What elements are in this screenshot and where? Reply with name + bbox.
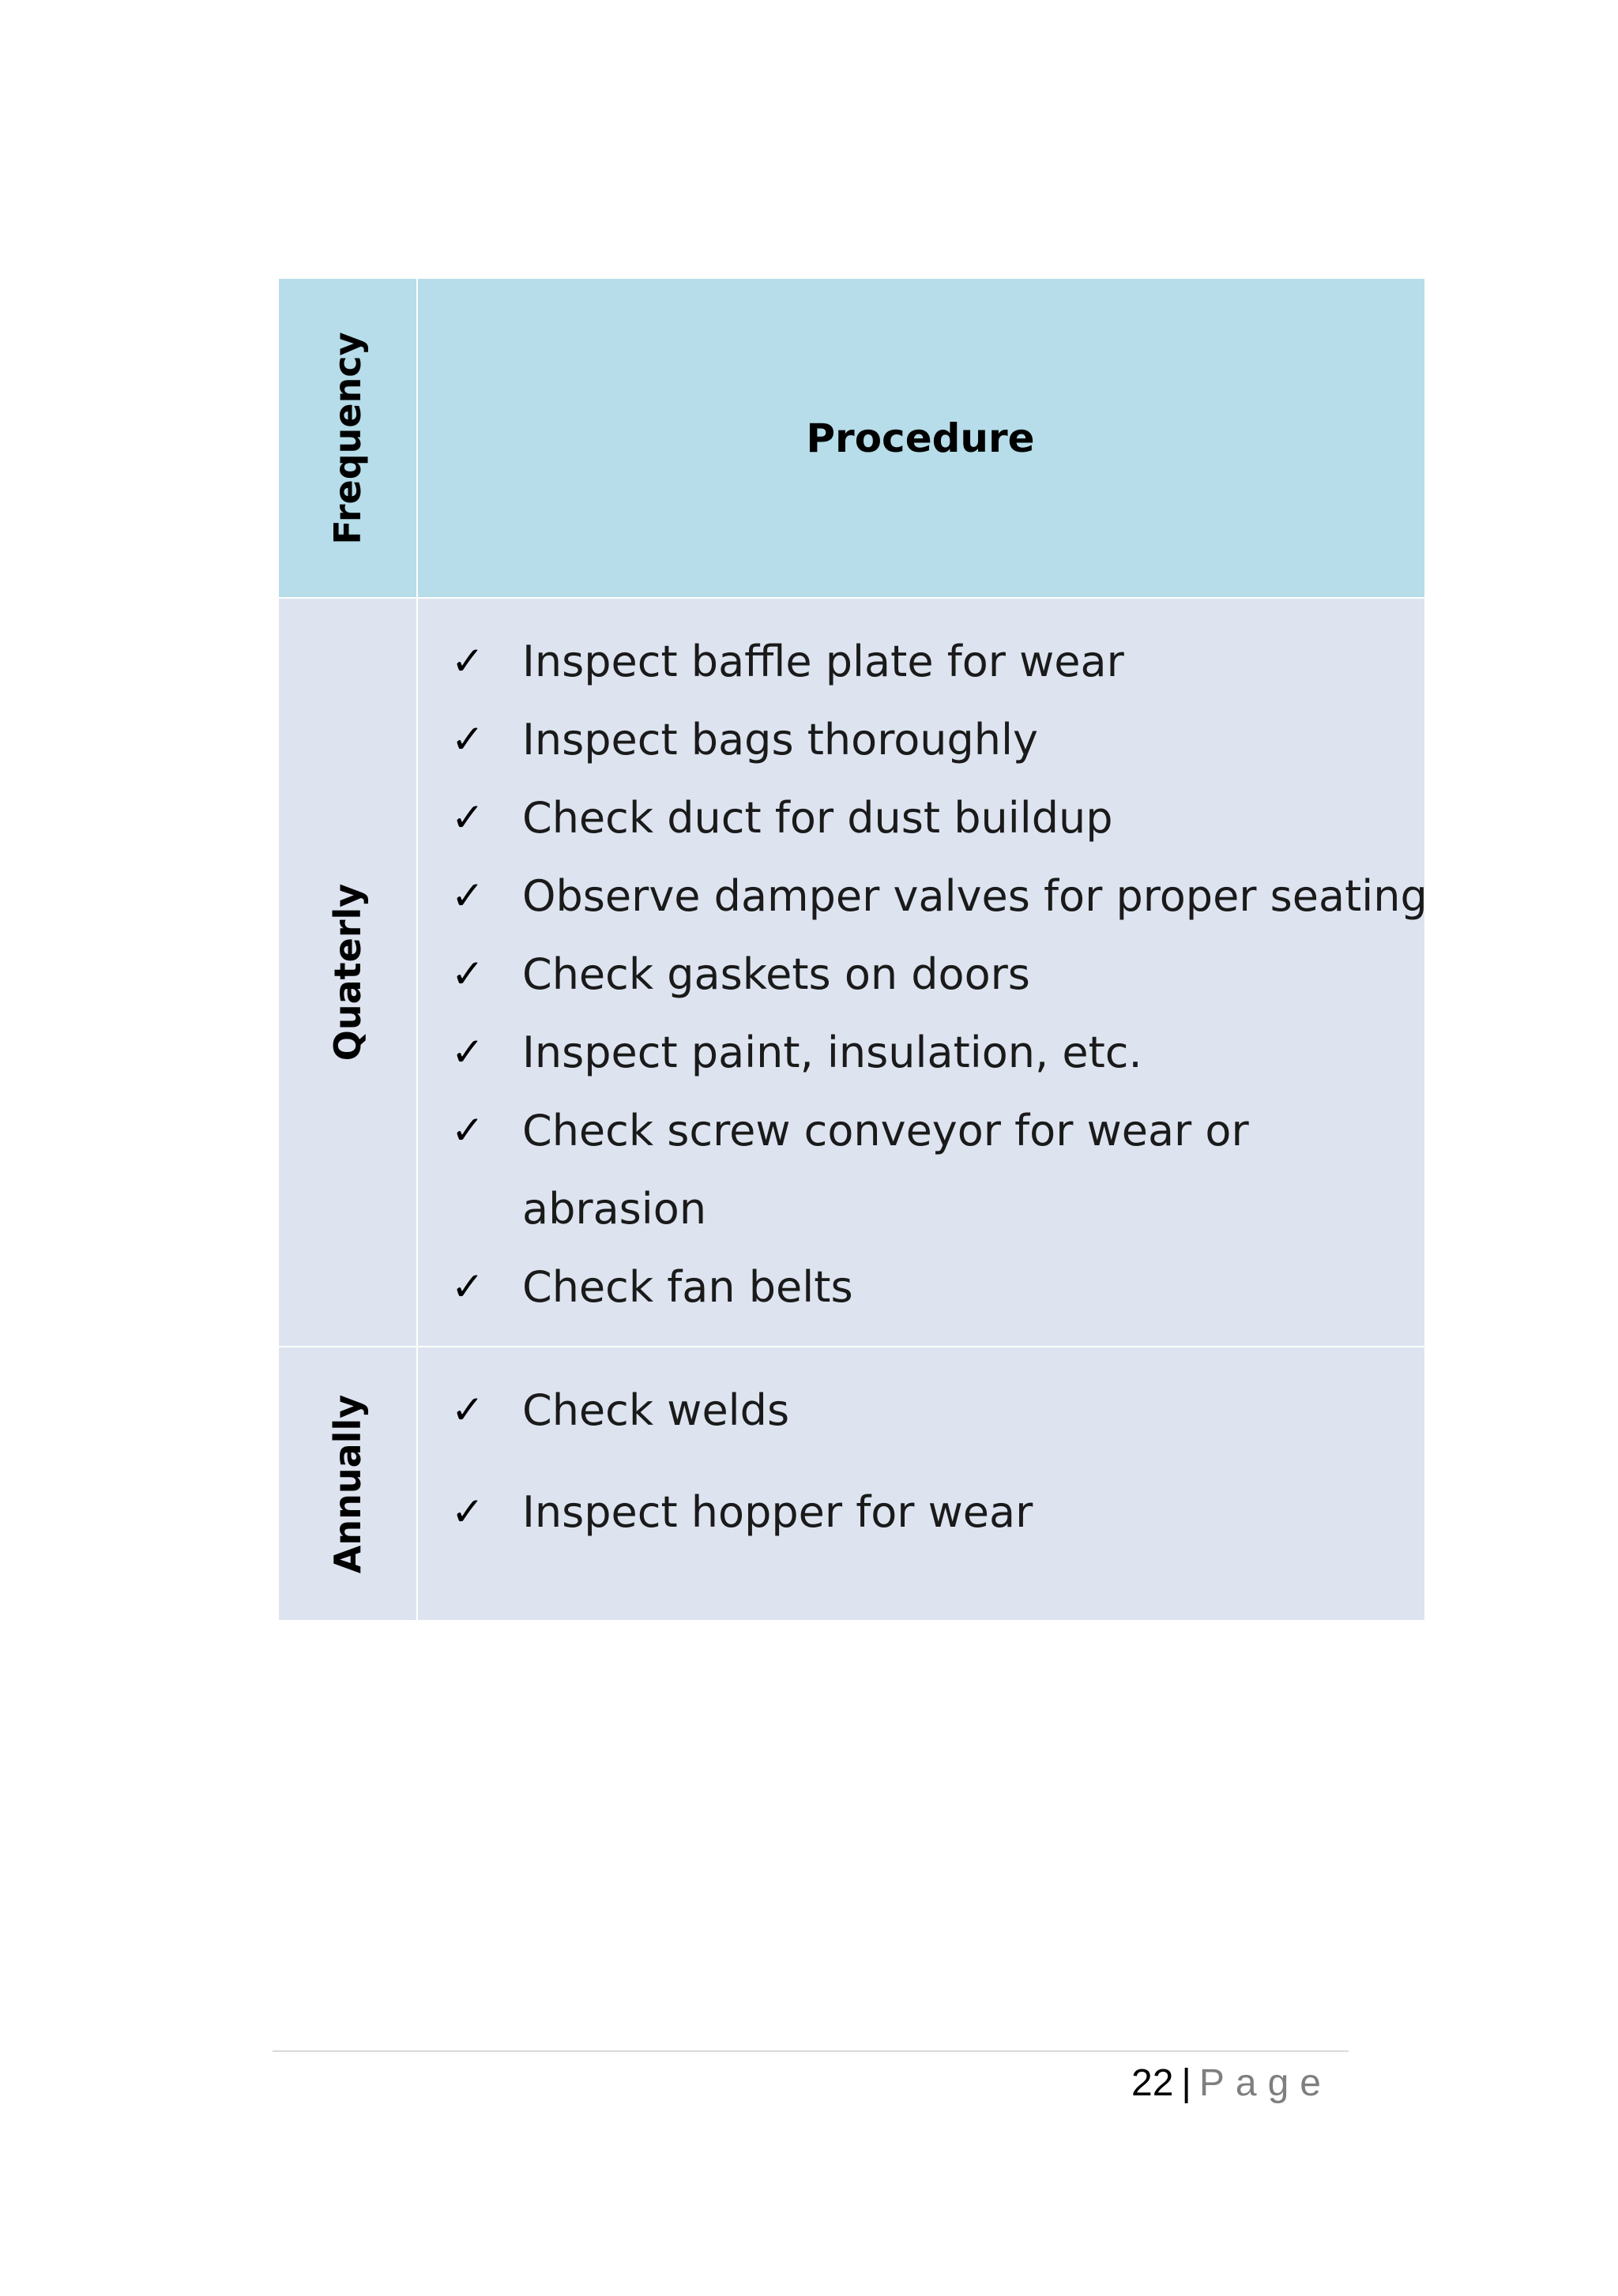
checkmark-icon: ✓ xyxy=(451,638,484,684)
checkmark-icon: ✓ xyxy=(451,873,484,919)
page-number: 22 xyxy=(1131,2062,1174,2104)
page-label: Page xyxy=(1198,2062,1332,2104)
list-item: ✓ Inspect bags thoroughly xyxy=(451,701,1431,779)
frequency-cell xyxy=(279,1347,416,1620)
list-item: ✓ Inspect hopper for wear xyxy=(451,1473,1431,1551)
page-footer xyxy=(1131,2055,1332,2112)
frequency-label-quarterly: Quaterly xyxy=(326,883,369,1062)
procedure-list-annually xyxy=(451,1371,1431,1551)
maintenance-table xyxy=(279,279,1428,1620)
footer-separator: | xyxy=(1181,2062,1191,2104)
header-frequency-label: Frequency xyxy=(326,331,369,545)
list-item: ✓ Check gaskets on doors xyxy=(451,935,1431,1013)
list-item: ✓ Observe damper valves for proper seating xyxy=(451,857,1431,935)
frequency-cell xyxy=(279,599,416,1346)
list-item: ✓ Check welds xyxy=(451,1371,1431,1449)
procedure-list-quarterly xyxy=(451,622,1431,1326)
list-item: ✓ Check duct for dust buildup xyxy=(451,779,1431,857)
list-item: ✓ Check screw conveyor for wear or abrasion xyxy=(451,1092,1431,1248)
checkmark-icon: ✓ xyxy=(451,795,484,840)
table-row-quarterly xyxy=(279,599,1428,1347)
header-frequency-cell xyxy=(279,279,416,597)
frequency-label-annually: Annually xyxy=(326,1394,369,1573)
table-header xyxy=(279,279,1424,599)
footer-divider xyxy=(273,2050,1349,2052)
list-item: ✓ Inspect paint, insulation, etc. xyxy=(451,1013,1431,1092)
table-row-annually xyxy=(279,1347,1424,1620)
list-item: ✓ Inspect baffle plate for wear xyxy=(451,622,1431,701)
checkmark-icon: ✓ xyxy=(451,716,484,762)
checkmark-icon: ✓ xyxy=(451,951,484,997)
list-item: ✓ Check fan belts xyxy=(451,1248,1431,1326)
checkmark-icon: ✓ xyxy=(451,1264,484,1310)
checkmark-icon: ✓ xyxy=(451,1107,484,1153)
checkmark-icon: ✓ xyxy=(451,1489,484,1535)
checkmark-icon: ✓ xyxy=(451,1029,484,1075)
header-procedure-label: Procedure xyxy=(806,415,1035,461)
column-divider xyxy=(416,279,418,1620)
checkmark-icon: ✓ xyxy=(451,1387,484,1433)
